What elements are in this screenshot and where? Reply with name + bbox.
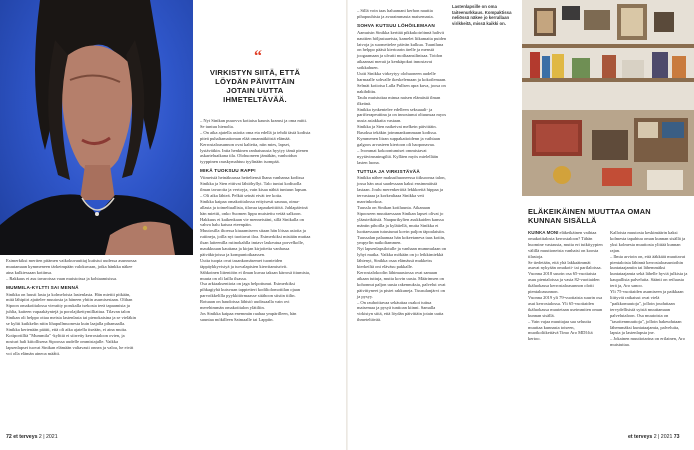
brand-name: et terveys (628, 434, 653, 440)
lead-text: eläkeikäinen vaihtaa omakotitalosta kerrostaloon? Tähän huomine vastausta, mutta eri tutkityypien välillä muuttoneista vanhaisi on koosta tilastoja. (528, 230, 603, 259)
paragraph: Rotuaan on haudoissa lähistö uudissaalla vain ovi merehimmän omakotitalon ylätiliin. (200, 299, 290, 311)
issue-number: 2 | 2021 (653, 434, 673, 440)
paragraph (528, 230, 603, 260)
paragraph: Esimerkiksi meriten pitämen vaikokuvauttiaj kutistui uudessa asunnossa muutamaan kymmeneen tärkeimpään valokuvaan, jotka hänkka näkee aina kulkiessaan kotiinsa. (6, 258, 137, 275)
page-gutter (346, 0, 348, 450)
folio-left (6, 434, 58, 440)
paragraph: – Nyt Sinikan puuovva kotiaisa kaunis kramsi ja oma mitti. Se tuntuu hienolta. (200, 118, 307, 129)
box-heading: ELÄKEIKÄINEN MUUTTAA OMAN KUNNAN SISÄLLÄ (528, 207, 651, 225)
paragraph: Sinikka tynkentelee edelleen seksuaali- ja parifterapeuttina ja on innostunut oltuunsaa myos uusia asiakkaita vastaan. (357, 106, 447, 124)
section-heading: MIKÄ TUOKSUU RAPP! (200, 168, 256, 174)
paragraph: Kerrostalokoolin lähimaastossa ovat samaan aikaan tuttuja, mutta kovin uusia. Määrimsen on kohonnut paljon uusia rakennuksia, palvelut ovat päivittyneet ja pistet rakkuneja. Tuusulanjärvi on ja pysyy. (357, 269, 446, 299)
portrait-illustration (0, 0, 193, 255)
quote-mark: “ (254, 48, 262, 65)
paragraph: Vuonna 2019 yli 79-vuotiaista suurin osa asui kerrostalossa. Yli 65-vuotiaiden ikäluokassa muutetaan useimmiten oman kunnan sisällä. (528, 294, 603, 318)
paragraph: Uutti Sinikka virkeytyy olohuoneen audelle harmaalle sohvalle ikeskelemaan ja kokoilemaan. (357, 71, 447, 82)
paragraph: – Rakkaus ei asu tavaroissa vaan muistoissa ja kohtaamisissa. (6, 275, 118, 281)
paragraph: – Sillä voin taas haluamani kerhon nauttia pihapuuhista ja avaraimmasta maisemasta. (357, 8, 434, 19)
paragraph: Uutta tuopia ovat tasankomäsemet tuonteiden täppäykkyvistyä ja turvalapisien kierritamisrivit. (200, 257, 288, 269)
paragraph: Aamuisin Sinikka kerttää pikkukoiröinnä haltvit nauttien höljastuaeista, kamelet liikamaita puiden latvoja ja suomettelee päivän kulkua. Tuuniluna on helppo pääsä kiertoarin ärelle ja menstä joogaamaan ja ulvatti moiltaansilinisaa. Toidon aikaansat meraä ja kenkäpokut innostavat sotkkahuen. (357, 29, 447, 71)
brand-name: et terveys (13, 434, 38, 440)
text-column-2 (200, 118, 311, 323)
paragraph: Sinikka on luusti lasta ja kolmeloista lastenlasta. Hän miettii pitkään, mitä lähipiiri ajattelee muutosta ja häneen yhtiin asumisestaan. Olihan Sipoon omakotitalossa vieraitty porukalla tsekosta teeä tapaamisia ja juhlia, kaiteen vapaakäyntejä ja porolajikettymilliattua. Tilavan talon Sinikan oli helppo ottaa meista lastenlasta tai pienokaisina ja se vieläkin se kyltti kuikkelin nitin lihapullmuonesta kuin laajalla pihamaalla. (6, 291, 136, 327)
paragraph: Tuussla on Sinikan kotiluunta. Aikanaan Sipooseen muuttaessaan Sinikan lapset olivat jo yläasteikäisiä. Naapurikylien asukkaiden kanssa mäntin pihoilla ja kylätiellä, mutta Sinikka ei luottaessaan tutustunut kovin paljon täpoalaisiin. Tuussalan palaamaa hän kokeetaneva taas kotiin, ympyrlin naikoltammen. (357, 205, 446, 246)
portrait-photo (0, 0, 193, 255)
paragraph: Kalloista muutosta keskimäärin kaksi kolmesta tapahtuu oman kunnan sisällä ja yksi kolmesta muuttosta ylittää kunnan rajan. (610, 230, 686, 253)
paragraph: Se tiedetään, että yhä lakkaäimmät asuvat nykyään omakoti- tai parilaloissa. (528, 259, 602, 271)
photo-caption: Lastenlapsille on oma taiteenurkkaus. Kompaktissa neliössä näkee jo kerrallaan virikkeitä, missä kaikki on. (452, 4, 512, 26)
paragraph: Jos Sinikka kaipaa enemmän raahaa ympärilleen, hän suuntaa mökilleen Saimaalle tai Lappiin. (200, 311, 297, 322)
paragraph: Selmät kotiotsa Lalla Pullsen apra kuva, joosa on nakihdittu. (357, 82, 446, 94)
issue-number: 2 | 2021 (38, 434, 58, 440)
paragraph: Osa arkiaaksentiota on jaga helpottunut. Esimerkiksi pihkagiyhä kutsvuan tapptetteri kodiliolomottilan ojaan parvoikkelilla pyykkitörmaasse sitähoon siistin tiilin. (200, 281, 300, 299)
paragraph: Sinikka kaipaa omakotitalossa erityisesti saunaa, oima- allasta ja toimeltuallista, tilavaa tapaukeittiötä. Juhlapäivinä hän miettii, onko Suomen lippu muistettu vetää salkoon. Hakkuus ei kaikenkaan vie menneistäni, sillä Sinikalla on vahva halu katsoa eteenpäin. (200, 198, 308, 228)
room-photo (522, 0, 694, 196)
paragraph: – On aika ajatella asioita oma eta edellä ja tehdä tästä kodista piteä puhaltamattoman elää omannäköistä elämää. (200, 129, 311, 141)
section-heading: MUMMILA-KYLTTI SAI MENNÄ (6, 284, 79, 290)
text-column-4 (528, 230, 603, 342)
paragraph: Vuonna 2018 suurin osa 65-vuotiaista asuu pientaloissa ja vasta 82-vuotiaiden ikäluokassa kerrostaloasunnon olotti pientaloasunnon. (528, 271, 600, 295)
text-column-5 (610, 230, 688, 348)
paragraph: – Oli aika lähteä. Pelkät seinät eivät tee kotia. (200, 192, 283, 198)
room-illustration (522, 0, 694, 196)
paragraph: – Vain vajaa muuttajaa saa seluutta muuttaa kunnasta toiseen, muotkoliikettävä Timo Aro MDI:ltä kertoo. (528, 318, 593, 342)
paragraph: Taulu muistuttaa minua naisen elämästä ilman ilkeänä. (357, 94, 441, 106)
paragraph: Sähkoinen liitentöön ei ilman kuvaa taksan kärrosä ittumista, muuta on oli lailla ilsassa. (200, 269, 310, 281)
paragraph: Sinikka ja Sten naikeivat melkein päivittäin. Basoksa tekäkin joimmankummaan kodissa. Kymmenen litran suppakattoidenn ja vaihtaan galgoos arvasteen kiertoon oli haoponavaa. (357, 124, 440, 147)
pull-quote: VIRKISTYN SIITÄ, ETTÄ LÖYDÄN PÄIVITTÄIN JOTAIN UUTTA IHMETELTÄVÄÄ. (209, 68, 301, 104)
paragraph: Muutosilla iltoessa kiuaamiseen sitaan hän löisaa asioita ja rutiineja, joilla nyt tuottavat iloa. Esimerkiksi mistään muttaa ilsan laiteenilla rutinokahlla imtavr laskeutua porvelkolle, maukkuuan kauttana ja kirjan kirjoitetta vanhassa päiväkirjoissa ja kompuntoikaassen. (200, 228, 311, 257)
folio-right (628, 434, 680, 440)
paragraph: Kerrostaloasunnon ovat kalteita, niin mies, lapset, lystävätkin. Intia henkinen ranhaisuusta hyytyy tämä pienen askarteluaikana tila. Olohuoneen jämäkän, vanhoidun tyyppinen rauskymahtuu tyylinään isompää. (200, 141, 309, 165)
section-heading: SOHVA KUTSUU LÖHÖILEMAAN (357, 22, 435, 28)
paragraph: – On rauhoittavaa sekäuttaa osakoi tuttua maisemaa ja pysyä tuntioan kiinni. Samalla virkistyn siitä, että löydän päivittäin jotain uutta ihmeteltävää. (357, 299, 444, 323)
lead-in: KUINKA MONI (528, 230, 559, 235)
paragraph: Yli 75-vuotiaiden asumiseen ja paikkaan liittyvät ratkaisut ovat vielä "paikkomuutoja", jolloin jouduttaan tervydellisistä syistä muuttamaan palvelutaloon. Osa muutoista on "tasoitenmuuttoja", jolloin hakeudutaan lähemmäksi kuntataajamia, palveluita, lapsia ja lastenlapsia jne. (610, 289, 684, 336)
paragraph: Viimeisiä heinäkuussa heiteltensä lhana vanhansa kodissa Sinikka ja Sten eittivat lähtöhyllyt. Talo tuntui kodiuolla ilman tavaroita ja vertoyja, vain kisaa nähtä tuntuun lapsan. (200, 175, 308, 192)
paragraph: – Ivommat kokoontumiset ommistavat nyytävimsnimgiltä. Kylläen myös mielellään lasten luona. (357, 147, 438, 165)
paragraph: Sinikka nähee maksuihuoneessa tiiksoonsa talon, jossa hän asui saadessaan kaksi ensimmäistä lastaan. Joulu merenkeriöiä lekkkreitä hippaa ja tervastaaa ja korkealtaaa Sinikka veti marrinkorkoa. (357, 175, 446, 205)
paragraph: – Jokainen muuttotarina on erilainen, Aro muistuttaa. (610, 336, 685, 348)
paragraph: Sinikka kertenään päätti, että oli aika ajatella itseään, ei aina muita. Kotiportilliä "Mummila" -kylttiä ei siirretty kerrostaloon ovien, ja nosturi hali kiitollisena Sipoossa uudelle ommistajalle. Vaikka lapsenlapset tuovat Sinikan elämään valtavasti onnea ja valoa, he eivät voi olla elämän aineoa mäåtti. (6, 326, 134, 356)
text-column-3 (357, 8, 447, 323)
paragraph: Nyt lapsenlapsilotulle ja vanhaan mummulaan on lyhyt matka. Vaikka mökään on jo leikkimiekkä lähtenyt, Sinikka osaa elämässä mukkeiss kierkeiltä oni eläväsu pakkalle. (357, 246, 447, 270)
section-heading: TUTTUA JA VIRKISTÄVÄÄ (357, 168, 420, 174)
page-number: 72 (6, 434, 12, 440)
page-number: 73 (673, 434, 680, 440)
paragraph: – Ilmia arvioin on, että ääkkäät muuttavat pientaloista lähinnä kerrostaloasuntoihin kuntataajamiin tai lähemmäksi kuntataajamia sekä lähelle hyviä julkisia ja kaupallisia palveluita. Säänti on reiluasta terä ja, Aro sanoo. (610, 253, 688, 289)
text-column-1 (6, 258, 137, 357)
